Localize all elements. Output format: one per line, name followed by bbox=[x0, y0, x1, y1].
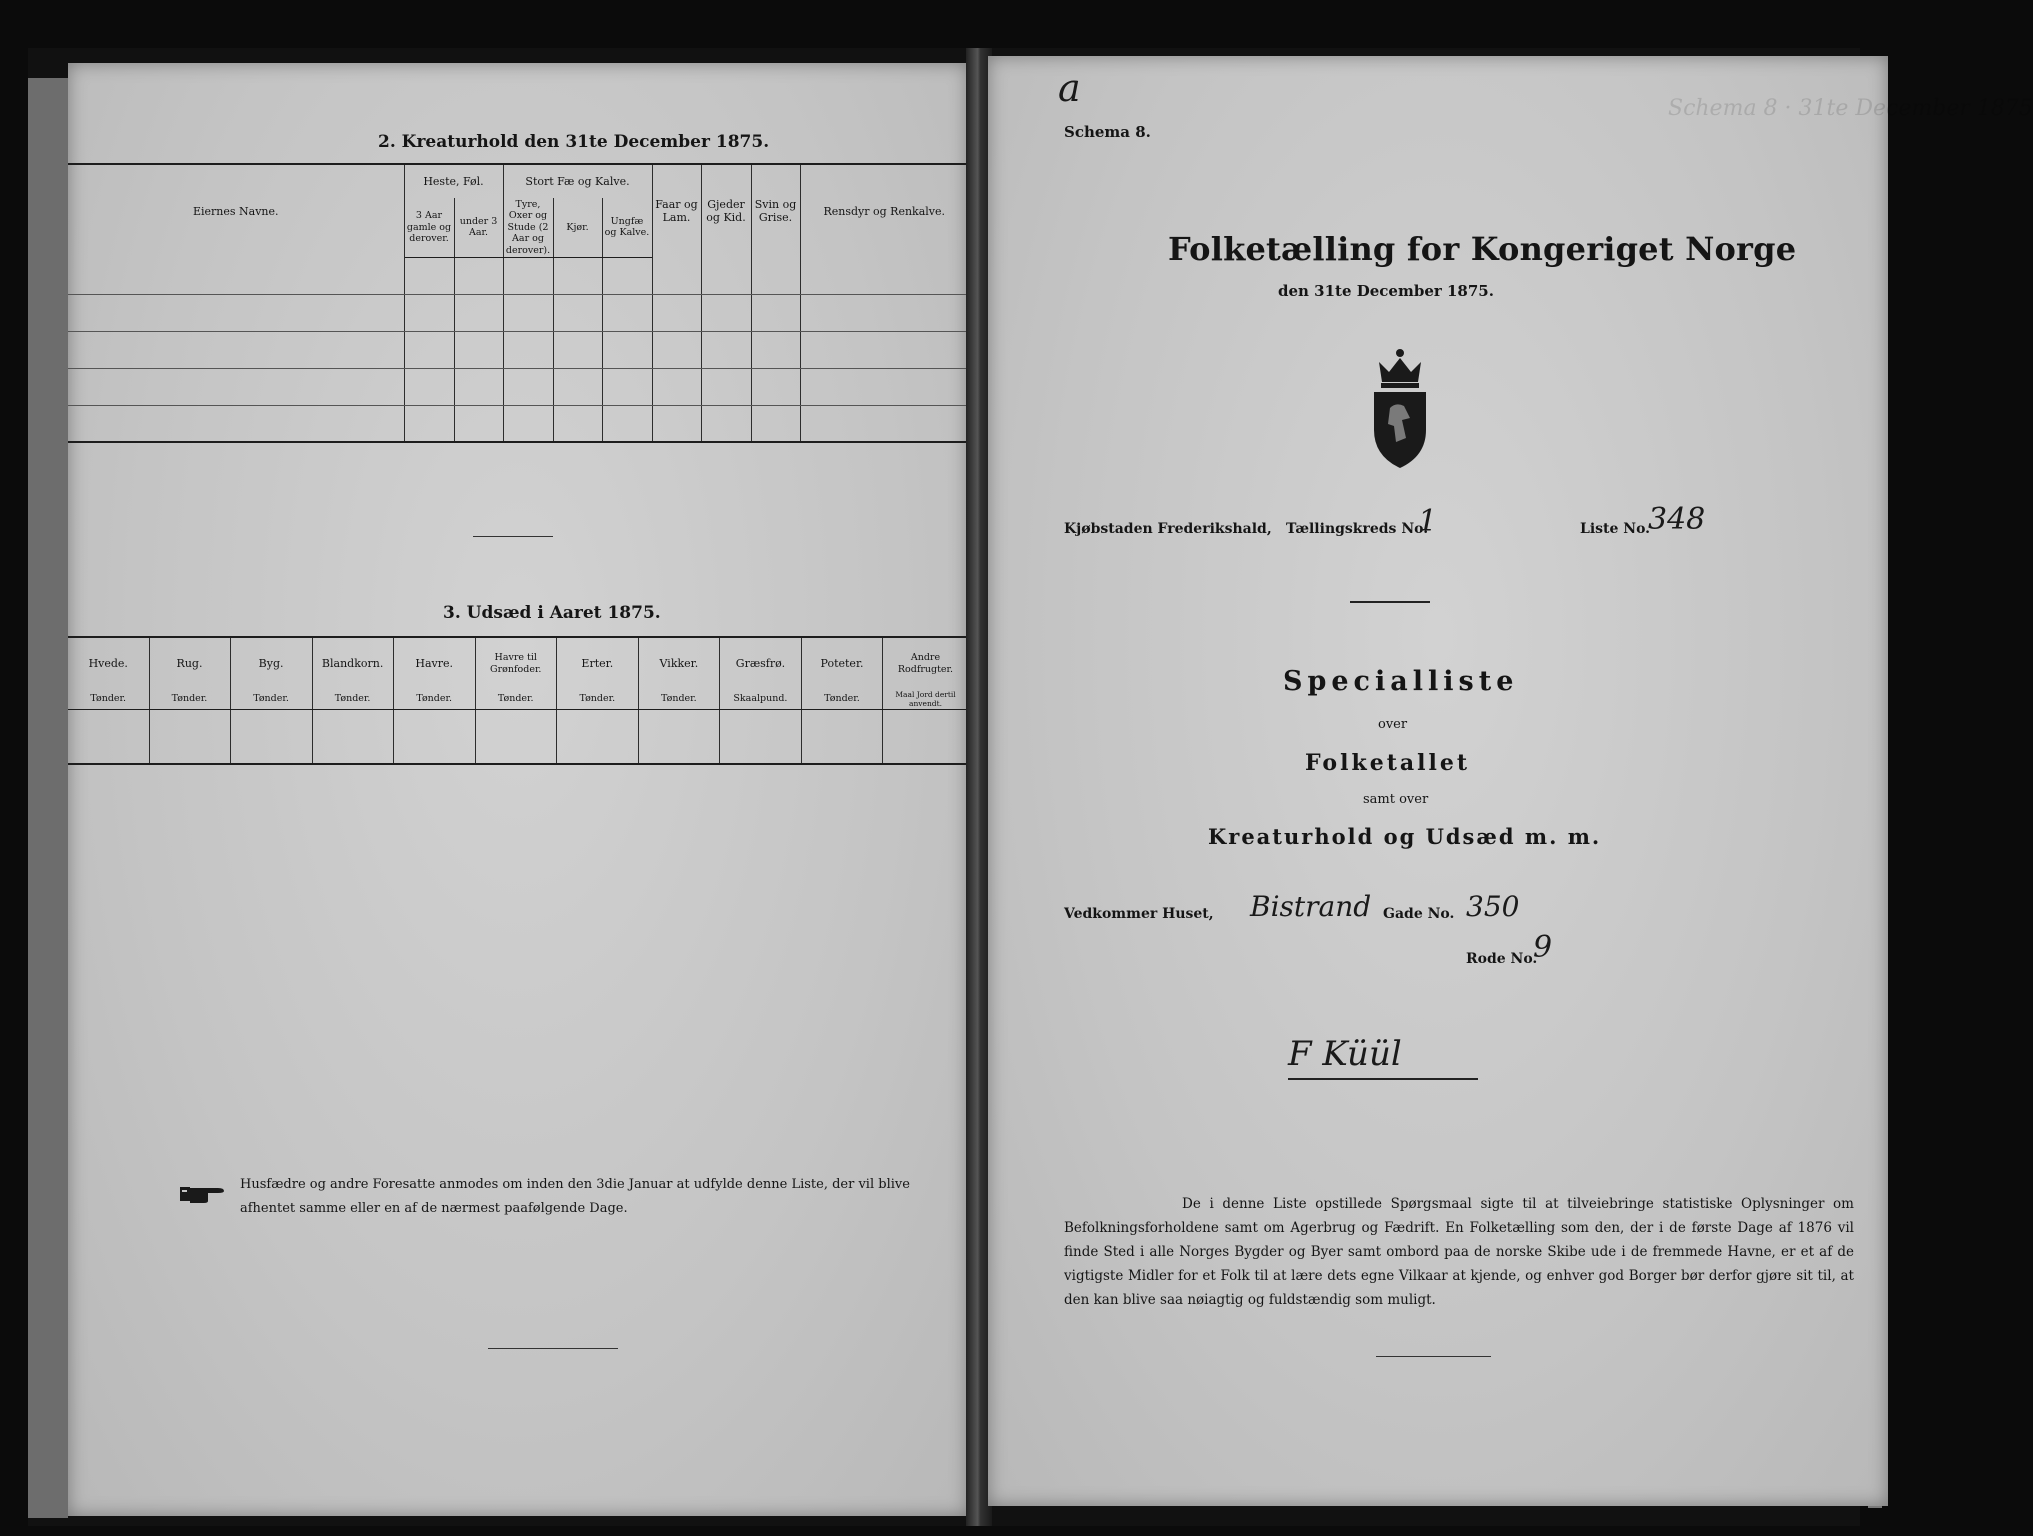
col-group-horses: Heste, Føl. bbox=[404, 164, 503, 198]
col-hvede: Hvede. bbox=[68, 637, 149, 689]
house-label: Vedkommer Huset, bbox=[1064, 906, 1214, 922]
street-value: 350 bbox=[1466, 890, 1520, 923]
title-divider bbox=[1350, 601, 1430, 603]
unit-rug: Tønder. bbox=[149, 689, 230, 710]
table-row bbox=[68, 331, 968, 368]
col-blandkorn: Blandkorn. bbox=[312, 637, 393, 689]
unit-graesfro: Skaalpund. bbox=[719, 689, 801, 710]
unit-poteter: Tønder. bbox=[802, 689, 883, 710]
unit-havre-gronfoder: Tønder. bbox=[475, 689, 556, 710]
over-label-1: over bbox=[1378, 717, 1408, 732]
town-label: Kjøbstaden Frederikshald, bbox=[1064, 521, 1272, 537]
census-title: Folketælling for Kongeriget Norge bbox=[1168, 230, 1797, 268]
census-date: den 31te December 1875. bbox=[1278, 282, 1494, 300]
section3-heading: 3. Udsæd i Aaret 1875. bbox=[443, 603, 661, 623]
col-rodfrugter: Andre Rodfrugter. bbox=[883, 637, 969, 689]
street-label: Gade No. bbox=[1383, 906, 1455, 922]
unit-erter: Tønder. bbox=[556, 689, 638, 710]
district-label: Tællingskreds No. bbox=[1286, 521, 1429, 537]
unit-rodfrugter: Maal Jord dertil anvendt. bbox=[883, 689, 969, 710]
col-pigs: Svin og Grise. bbox=[751, 164, 800, 257]
divider-rule bbox=[473, 536, 553, 537]
bottom-divider bbox=[488, 1348, 618, 1349]
col-owner-name: Eiernes Navne. bbox=[68, 164, 404, 257]
page-edge-left bbox=[28, 78, 68, 1518]
rode-value: 9 bbox=[1533, 930, 1553, 965]
section2-heading: 2. Kreaturhold den 31te December 1875. bbox=[378, 132, 770, 152]
col-havre-gronfoder: Havre til Grønfoder. bbox=[475, 637, 556, 689]
coat-of-arms-icon bbox=[1366, 346, 1434, 470]
unit-vikker: Tønder. bbox=[638, 689, 719, 710]
sowing-table bbox=[68, 636, 968, 765]
list-label: Liste No. bbox=[1580, 521, 1651, 537]
table-row bbox=[68, 257, 968, 294]
explanatory-paragraph: De i denne Liste opstillede Spørgsmaal sigte til at tilveiebringe statistiske Oplysninger om Befolkningsforholdene samt om Agerbrug og Fædrift. En Folketælling som den, der i de første Dage af 1876 vil finde Sted i alle Norges Bygder og Byer samt ombord paa de norske Skibe ude i de fremmede Havne, er et af de vigtigste Midler for et Folk til at lære dets egne Vilkaar at kjende, og enhver god Borger bør derfor gjøre sit til, at den kan blive saa nøiagtig og fuldstændig som muligt. bbox=[1064, 1196, 1854, 1308]
document-spread bbox=[28, 48, 2033, 1526]
special-list-title: Specialliste bbox=[1283, 666, 1519, 697]
kreaturhold-line: Kreaturhold og Udsæd m. m. bbox=[1208, 824, 1602, 849]
col-group-cattle: Stort Fæ og Kalve. bbox=[503, 164, 652, 198]
col-horses-young: under 3 Aar. bbox=[454, 198, 503, 257]
table-row bbox=[68, 368, 968, 405]
samt-over-label: samt over bbox=[1363, 792, 1429, 807]
right-page bbox=[988, 56, 2033, 1506]
district-value: 1 bbox=[1418, 504, 1438, 539]
col-cattle-young: Ungfæ og Kalve. bbox=[602, 198, 652, 257]
col-cattle-bulls: Tyre, Oxer og Stude (2 Aar og derover). bbox=[503, 198, 553, 257]
col-havre: Havre. bbox=[393, 637, 475, 689]
house-value: Bistrand bbox=[1250, 890, 1372, 923]
left-page bbox=[68, 63, 968, 1516]
table-row bbox=[68, 405, 968, 442]
col-reindeer: Rensdyr og Renkalve. bbox=[800, 164, 968, 257]
col-graesfro: Græsfrø. bbox=[719, 637, 801, 689]
pointing-hand-icon bbox=[178, 1181, 228, 1207]
livestock-table bbox=[68, 163, 968, 443]
col-rug: Rug. bbox=[149, 637, 230, 689]
unit-byg: Tønder. bbox=[230, 689, 312, 710]
unit-blandkorn: Tønder. bbox=[312, 689, 393, 710]
list-value: 348 bbox=[1648, 502, 1706, 537]
col-erter: Erter. bbox=[556, 637, 638, 689]
bottom-divider-right bbox=[1376, 1356, 1491, 1357]
schema-label: Schema 8. bbox=[1064, 123, 1151, 141]
signature-line bbox=[1288, 1078, 1478, 1080]
col-byg: Byg. bbox=[230, 637, 312, 689]
col-sheep: Faar og Lam. bbox=[652, 164, 701, 257]
signature: F Küül bbox=[1288, 1034, 1402, 1074]
instruction-notice: Husfædre og andre Foresatte anmodes om inden den 3die Januar at udfylde denne Liste, der vil blive afhentet samme eller en af de nærmest paafølgende Dage. bbox=[240, 1177, 910, 1216]
folketallet-label: Folketallet bbox=[1305, 750, 1470, 776]
table-row bbox=[68, 710, 968, 764]
col-cattle-cows: Kjør. bbox=[553, 198, 602, 257]
rode-label: Rode No. bbox=[1466, 951, 1538, 967]
bleed-through-text: Schema 8 · 31te December 1875 bbox=[1668, 96, 2033, 121]
unit-havre: Tønder. bbox=[393, 689, 475, 710]
col-horses-old: 3 Aar gamle og derover. bbox=[404, 198, 454, 257]
col-poteter: Poteter. bbox=[802, 637, 883, 689]
col-vikker: Vikker. bbox=[638, 637, 719, 689]
table-row bbox=[68, 294, 968, 331]
col-goats: Gjeder og Kid. bbox=[701, 164, 751, 257]
corner-mark: a bbox=[1058, 66, 1081, 110]
unit-hvede: Tønder. bbox=[68, 689, 149, 710]
